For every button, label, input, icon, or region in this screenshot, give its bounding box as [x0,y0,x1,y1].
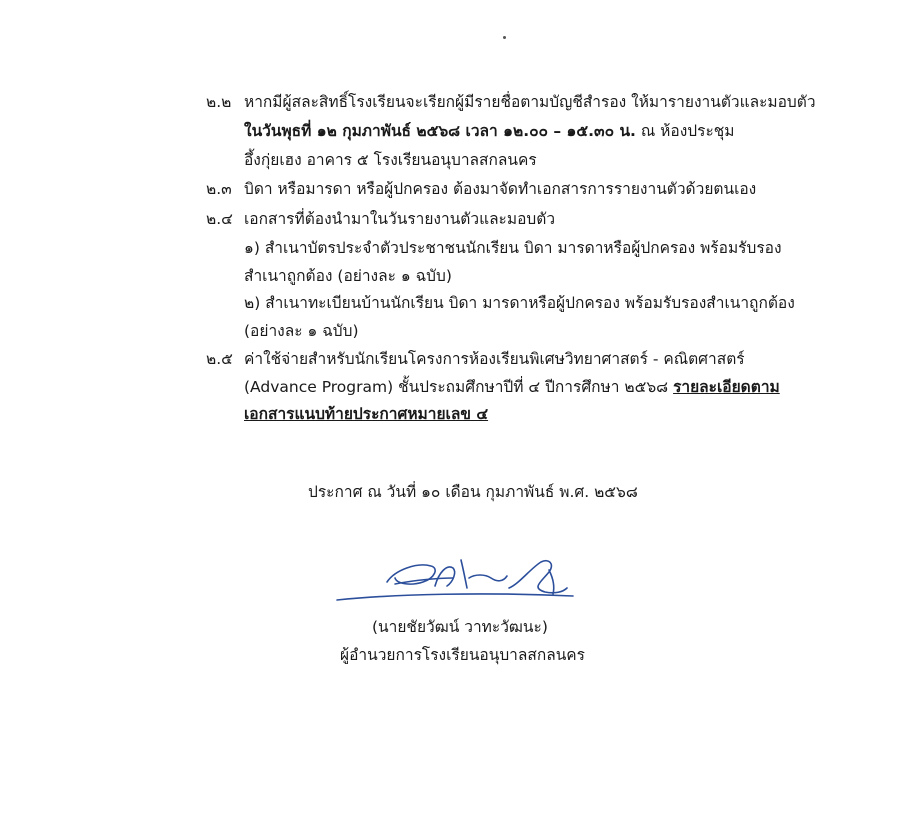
item-2-2-line-1: หากมีผู้สละสิทธิ์โรงเรียนจะเรียกผู้มีรายชื่อตามบัญชีสำรอง ให้มารายงานตัวและมอบตัว [244,93,816,111]
item-2-5-line-1: ค่าใช้จ่ายสำหรับนักเรียนโครงการห้องเรียนพิเศษวิทยาศาสตร์ - คณิตศาสตร์ [244,350,745,368]
signer-name: (นายชัยวัฒน์ วาทะวัฒนะ) [372,618,548,636]
item-2-5-line-3 [244,404,488,424]
item-2-3-line-1: บิดา หรือมารดา หรือผู้ปกครอง ต้องมาจัดทำเอกสารการรายงานตัวด้วยตนเอง [244,180,757,198]
item-2-4-sub-1-line-2: สำเนาถูกต้อง (อย่างละ ๑ ฉบับ) [244,267,452,285]
item-2-2-venue-start: ณ ห้องประชุม [635,122,735,140]
item-2-5-details-link-end: เอกสารแนบท้ายประกาศหมายเลข ๔ [244,405,489,423]
item-2-5-details-link-start: รายละเอียดตาม [673,378,780,396]
item-number-2-5: ๒.๕ [206,350,233,368]
item-2-4-sub-1-line-1: ๑) สำเนาบัตรประจำตัวประชาชนนักเรียน บิดา มารดาหรือผู้ปกครอง พร้อมรับรอง [244,239,782,257]
item-2-2-date-time: ในวันพุธที่ ๑๒ กุมภาพันธ์ ๒๕๖๘ เวลา ๑๒.๐๐ – ๑๕.๓๐ น. [244,122,636,140]
item-2-4-line-1: เอกสารที่ต้องนำมาในวันรายงานตัวและมอบตัว [244,210,556,228]
signer-position: ผู้อำนวยการโรงเรียนอนุบาลสกลนคร [340,646,585,664]
item-2-5-program-text: (Advance Program) ชั้นประถมศึกษาปีที่ ๔ ปีการศึกษา ๒๕๖๘ [244,378,674,396]
item-number-2-3: ๒.๓ [206,180,232,198]
item-2-2-line-2 [244,121,735,141]
item-2-5-line-2 [244,377,780,397]
item-number-2-2: ๒.๒ [206,93,232,111]
announcement-date: ประกาศ ณ วันที่ ๑๐ เดือน กุมภาพันธ์ พ.ศ. ๒๕๖๘ [308,483,638,501]
item-2-2-line-3: อึ้งกุ่ยเฮง อาคาร ๕ โรงเรียนอนุบาลสกลนคร [244,151,537,169]
signature-image [335,548,575,608]
item-2-4-sub-2-line-1: ๒) สำเนาทะเบียนบ้านนักเรียน บิดา มารดาหรือผู้ปกครอง พร้อมรับรองสำเนาถูกต้อง [244,294,795,312]
scan-speck [503,36,506,39]
item-number-2-4: ๒.๔ [206,210,233,228]
item-2-4-sub-2-line-2: (อย่างละ ๑ ฉบับ) [244,322,359,340]
